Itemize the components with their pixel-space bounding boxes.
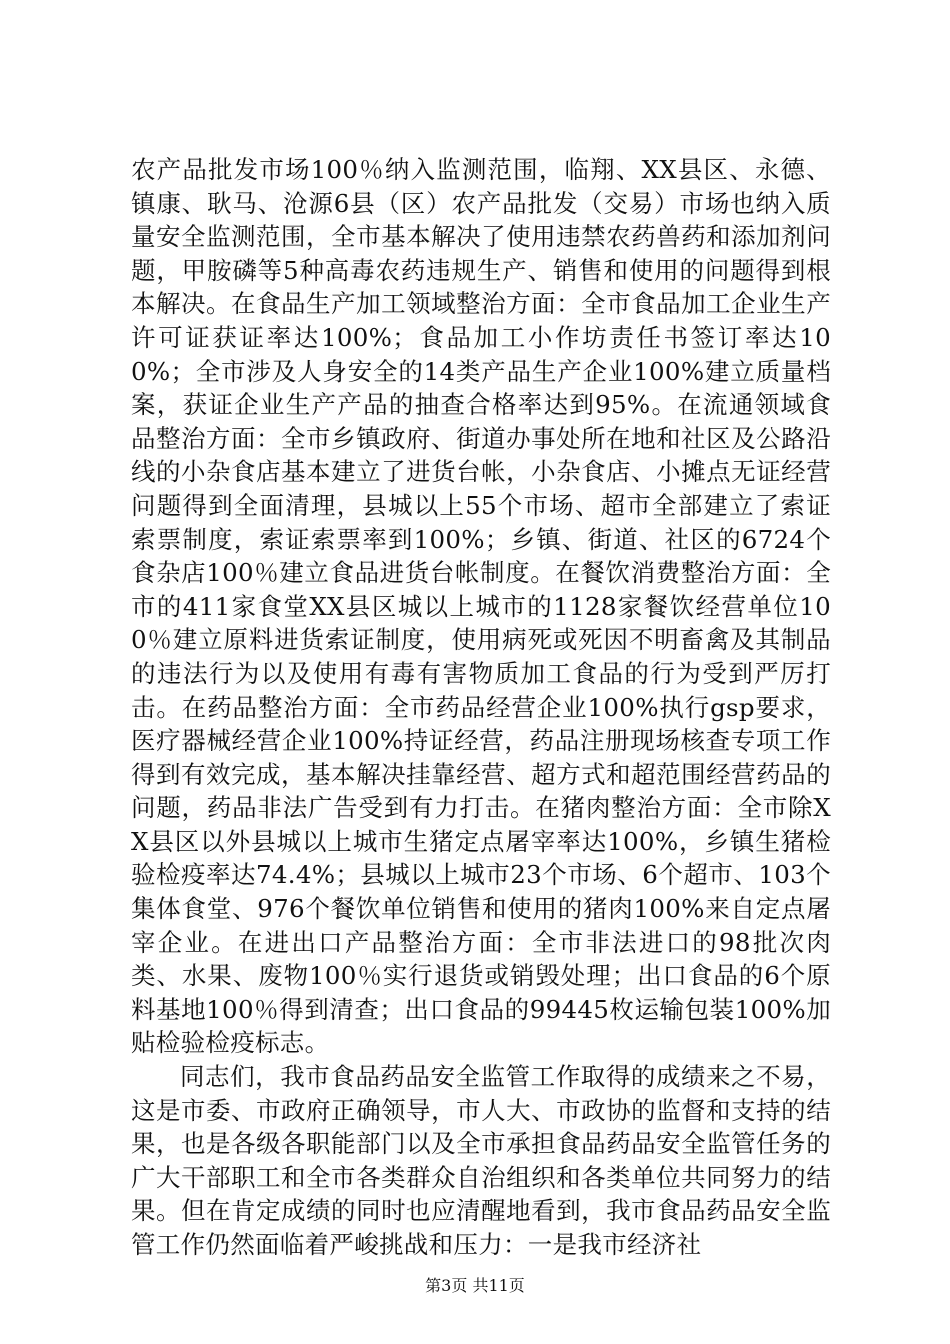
paragraph-1: 农产品批发市场100％纳入监测范围，临翔、XX县区、永德、镇康、耿马、沧源6县（区）农产品批发（交易）市场也纳入质量安全监测范围，全市基本解决了使用违禁农药兽药和添加剂问题，甲胺磷等5种高毒农药违规生产、销售和使用的问题得到根本解决。在食品生产加工领域整治方面：全市食品加工企业生产许可证获证率达100%；食品加工小作坊责任书签订率达100%；全市涉及人身安全的14类产品生产企业100%建立质量档案，获证企业生产产品的抽查合格率达到95%。在流通领域食品整治方面：全市乡镇政府、街道办事处所在地和社区及公路沿线的小杂食店基本建立了进货台帐，小杂食店、小摊点无证经营问题得到全面清理，县城以上55个市场、超市全部建立了索证索票制度，索证索票率到100%；乡镇、街道、社区的6724个食杂店100％建立食品进货台帐制度。在餐饮消费整治方面：全市的411家食堂XX县区城以上城市的1128家餐饮经营单位100％建立原料进货索证制度，使用病死或死因不明畜禽及其制品的违法行为以及使用有毒有害物质加工食品的行为受到严厉打击。在药品整治方面：全市药品经营企业100%执行gsp要求，医疗器械经营企业100%持证经营，药品注册现场核查专项工作得到有效完成，基本解决挂靠经营、超方式和超范围经营药品的问题，药品非法广告受到有力打击。在猪肉整治方面：全市除XX县区以外县城以上城市生猪定点屠宰率达100%，乡镇生猪检验检疫率达74.4%；县城以上城市23个市场、6个超市、103个集体食堂、976个餐饮单位销售和使用的猪肉100%来自定点屠宰企业。在进出口产品整治方面：全市非法进口的98批次肉类、水果、废物100％实行退货或销毁处理；出口食品的6个原料基地100％得到清查；出口食品的99445枚运输包装100%加贴检验检疫标志。: [131, 155, 832, 1058]
page-footer: 第3页 共11页: [425, 1276, 525, 1295]
paragraph-2: 同志们，我市食品药品安全监管工作取得的成绩来之不易，这是市委、市政府正确领导，市人大、市政协的监督和支持的结果，也是各级各职能部门以及全市承担食品药品安全监管任务的广大干部职工和全市各类群众自治组织和各类单位共同努力的结果。但在肯定成绩的同时也应清醒地看到，我市食品药品安全监管工作仍然面临着严峻挑战和压力：一是我市经济社: [131, 1062, 831, 1259]
document-body: [131, 153, 831, 1262]
